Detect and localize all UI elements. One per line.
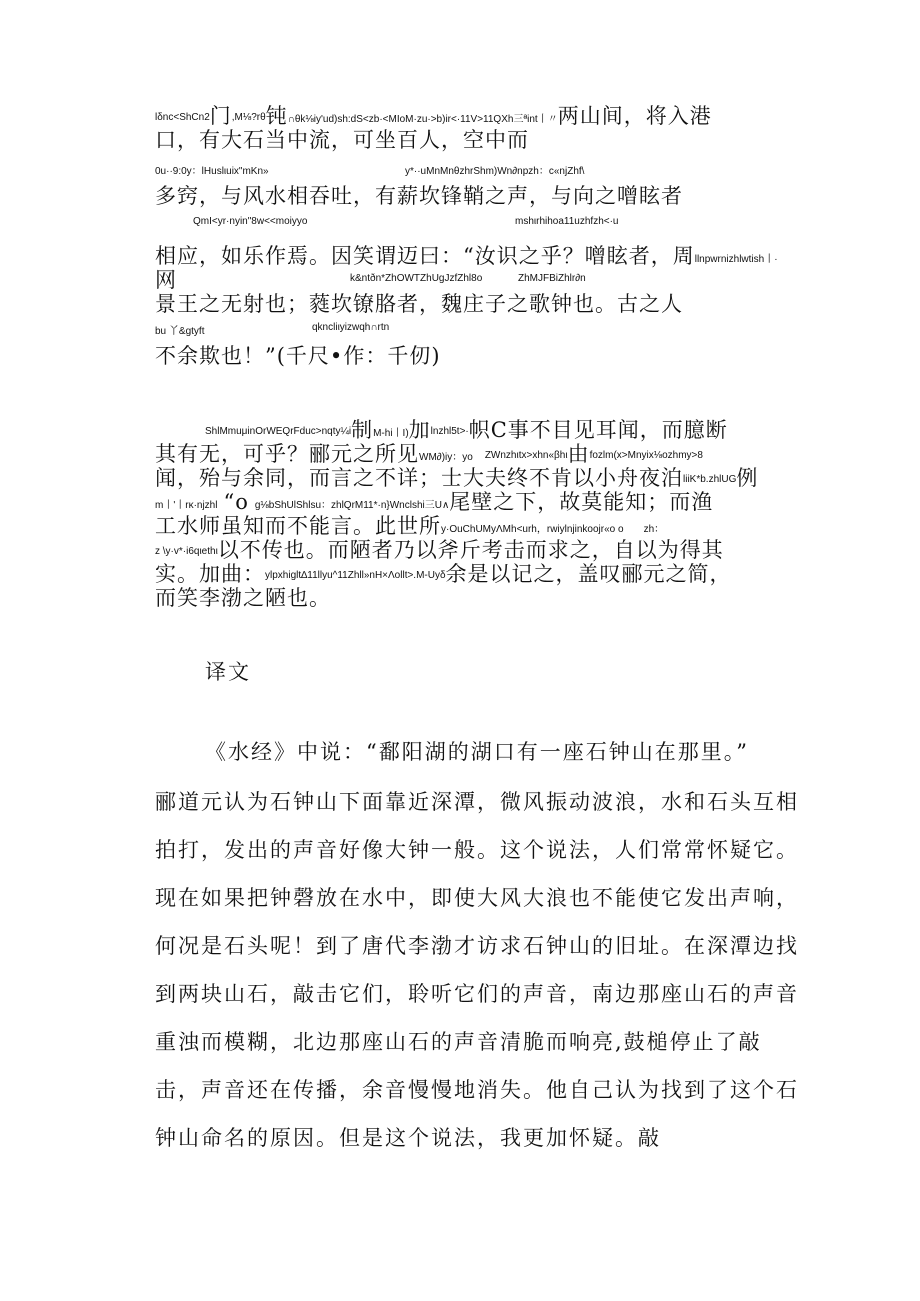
original-line-7: 不余欺也！”(千尺•作：千仞) bbox=[155, 344, 441, 368]
translation-line: 《水经》中说：“鄱阳湖的湖口有一座石钟山在那里。” bbox=[205, 740, 749, 764]
original-line-1: lδnc<ShCn2门,M⅛?rθ钝∩θk⅛iy'ud)sh:dS<zb·<MIoM·zu·>b)ir<·11V>11QXh三ªint丨〃两山间，将入港 bbox=[155, 104, 712, 128]
pinyin-gloss-5b: ZhMJFBiZhlr∂n bbox=[518, 273, 586, 284]
translation-line: 钟山命名的原因。但是这个说法，我更加怀疑。敲 bbox=[155, 1126, 661, 1150]
para2-line-5: 工水师虽知而不能言。此世所y·OuChUMyΛMh<urh，rwiylnjinkoojr«ο ο zh： bbox=[155, 514, 665, 538]
pinyin-gloss-1b: y*··uMnMnθzhrShm)Wn∂npzh：c«njZhf\ bbox=[405, 166, 585, 177]
para2-line-6: z \y·v*·i6qιethι以不传也。而陋者乃以斧斤考击而求之，自以为得其 bbox=[155, 538, 724, 562]
translation-line: 现在如果把钟磬放在水中，即使大风大浪也不能使它发出声响， bbox=[155, 886, 799, 910]
section-heading: 译文 bbox=[205, 660, 251, 684]
translation-line: 击，声音还在传播，余音慢慢地消失。他自己认为找到了这个石 bbox=[155, 1078, 799, 1102]
para2-line-4: m丨'丨rκ·njzhl “ο g⅛bShUlShlsu：zhlQrM11*·n}Wnclshi三U∧尾壁之下，故莫能知；而渔 bbox=[155, 490, 714, 514]
original-line-6: 景王之无射也；蕤坎镣胳者，魏庄子之歌钟也。古之人 bbox=[155, 292, 683, 316]
translation-line: 到两块山石，敲击它们，聆听它们的声音，南边那座山石的声音 bbox=[155, 982, 799, 1006]
para2-line-8: 而笑李渤之陋也。 bbox=[155, 586, 331, 610]
para2-line-3: 闻，殆与余同，而言之不详；士大夫终不肯以小舟夜泊liiK*b.zhlUG例 bbox=[155, 466, 759, 490]
pinyin-gloss-2b: mshιrhihoa11uzhfzh<·u bbox=[515, 216, 619, 227]
translation-line: 何况是石头呢！到了唐代李渤才访求石钟山的旧址。在深潭边找 bbox=[155, 934, 799, 958]
original-line-5: 网 bbox=[155, 268, 177, 292]
pinyin-gloss-5a: k&ntðn*ZhOWTZhUgJzfZhl8ο bbox=[350, 273, 483, 284]
pinyin-gloss-1a: 0u··9:0y：lHuslιuix"mKn» bbox=[155, 166, 269, 177]
original-line-2: 口，有大石当中流，可坐百人，空中而 bbox=[155, 128, 529, 152]
translation-line: 郦道元认为石钟山下面靠近深潭，微风振动波浪，水和石头互相 bbox=[155, 790, 799, 814]
original-line-4: 相应，如乐作焉。因笑谓迈曰：“汝识之乎？噌眩者，周llnpwrnizhlwtish丨· bbox=[155, 244, 778, 268]
pinyin-gloss-2a: QmI<yr·nyin"8w<<moiyyo bbox=[193, 216, 308, 227]
para2-line-7: 实。加曲：ylpxhiglt∆11llyu^11Zhll»nH×Λollt>.M-Uyδ余是以记之，盖叹郦元之简， bbox=[155, 562, 732, 586]
pinyin-gloss: lδnc<ShCn2 bbox=[155, 112, 210, 123]
para2-line-2: 其有无，可乎？郦元之所见WM∂)iy：yo ZWnzhιtx>xhn«βhι由fozlm(x>Mnyix⅛ozhmy>8 bbox=[155, 442, 703, 466]
translation-line: 拍打，发出的声音好像大钟一般。这个说法，人们常常怀疑它。 bbox=[155, 838, 799, 862]
para2-line-1: ShlMmuμinOrWEQrFduc>nqty¼i制M-hi丨I)加lnzhl5t>·帜C事不目见耳闻，而臆断 bbox=[205, 418, 728, 442]
translation-line: 重浊而模糊，北边那座山石的声音清脆而响亮,鼓槌停止了敲 bbox=[155, 1030, 762, 1054]
pinyin-gloss-3a: bu 丫&gtyft bbox=[155, 326, 205, 337]
pinyin-gloss-3b: qkncliιyizwqh∩rtn bbox=[312, 322, 390, 333]
original-line-3: 多窍，与风水相吞吐，有薪坎锋鞘之声，与向之噌眩者 bbox=[155, 184, 683, 208]
